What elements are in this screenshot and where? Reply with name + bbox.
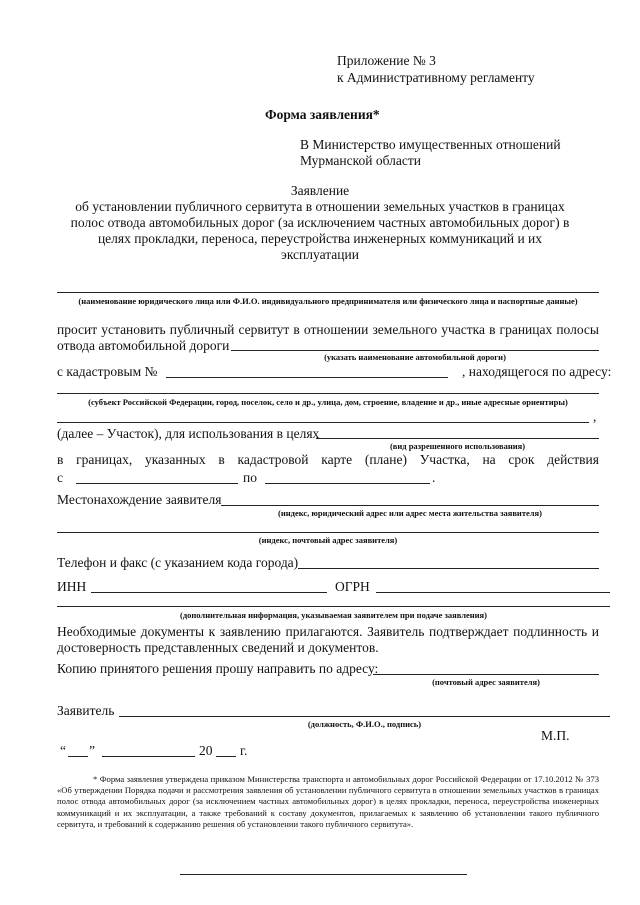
footnote: * Форма заявления утверждена приказом Министерства транспорта и автомобильных дорог Российской Федерации от 17.10.2012 № 373 «Об утверждении Порядка подачи и рассмотрения заявления об установлении публичного сервитута в отношении земельных участков в границах полос отвода автомобильных дорог (за исключением частных автомобильных дорог) в целях прокладки, переноса, переустройства инженерных коммуникаций и их эксплуатации, а также требований к составу документов, прилагаемых к заявлению об установлении такого публичного сервитута, и требований к содержанию решения об установлении такого публичного сервитута». [57, 774, 599, 829]
recipient-ministry: В Министерство имущественных отношений [300, 137, 561, 152]
date-year-prefix: 20 [199, 743, 213, 758]
address-comma: , [593, 409, 597, 424]
additional-info-hint: (дополнительная информация, указываемая заявителем при подаче заявления) [180, 610, 487, 620]
address-line-field[interactable] [57, 393, 599, 394]
located-label: , находящегося по адресу: [462, 364, 612, 379]
address-continuation-field[interactable] [57, 422, 589, 423]
applicant-name-field[interactable] [57, 292, 599, 293]
address-hint: (субъект Российской Федерации, город, поселок, село и др., улица, дом, строение, владение и др., иные адресные ориентиры) [88, 397, 568, 407]
ogrn-label: ОГРН [335, 579, 370, 594]
usage-hint: (вид разрешенного использования) [389, 441, 526, 451]
request-text: просит установить публичный сервитут в отношении земельного участка в границах полосы [57, 322, 599, 337]
boundaries-text: в границах, указанных в кадастровой карте (плане) Участка, на срок действия [57, 452, 599, 467]
cadastral-label: с кадастровым № [57, 364, 158, 379]
inn-label: ИНН [57, 579, 87, 594]
applicant-signature-field[interactable] [119, 716, 610, 717]
copy-address-label: Копию принятого решения прошу направить по адресу: [57, 661, 379, 676]
recipient-region: Мурманской области [300, 153, 421, 168]
road-name-field[interactable] [231, 350, 599, 351]
stamp-label: М.П. [541, 728, 570, 743]
date-month-field[interactable] [102, 756, 195, 757]
date-year-field[interactable] [216, 756, 236, 757]
term-to-label: по [243, 470, 257, 485]
form-title: Форма заявления* [265, 107, 380, 122]
appendix-number: Приложение № 3 [337, 53, 436, 68]
appendix-regulation: к Административному регламенту [337, 70, 535, 85]
date-quote-open: “ [60, 743, 66, 758]
statement-subject-line: целях прокладки, переноса, переустройства инженерных коммуникаций и их [97, 231, 543, 246]
usage-purpose-field[interactable] [316, 438, 599, 439]
date-suffix: г. [240, 743, 248, 758]
statement-subject-line: полос отвода автомобильных дорог (за исключением частных автомобильных дорог) в [70, 215, 570, 230]
road-name-hint: (указать наименование автомобильной дороги) [324, 352, 506, 362]
copy-address-hint: (почтовый адрес заявителя) [432, 677, 540, 687]
documents-statement: Необходимые документы к заявлению прилагаются. Заявитель подтверждает подлинность и [57, 624, 599, 639]
applicant-signature-label: Заявитель [57, 703, 115, 718]
cadastral-number-field[interactable] [166, 377, 448, 378]
documents-statement-cont: достоверность представленных сведений и документов. [57, 640, 379, 655]
statement-subject-line: об установлении публичного сервитута в отношении земельных участков в границах [75, 199, 565, 214]
applicant-location-label: Местонахождение заявителя [57, 492, 222, 507]
inn-field[interactable] [91, 592, 327, 593]
term-from-field[interactable] [76, 483, 238, 484]
statement-heading: Заявление [290, 183, 350, 198]
statement-subject-line: эксплуатации [281, 247, 359, 262]
postal-address-hint: (индекс, почтовый адрес заявителя) [258, 535, 398, 545]
applicant-location-hint: (индекс, юридический адрес или адрес места жительства заявителя) [278, 508, 542, 518]
bottom-divider [180, 874, 467, 875]
postal-address-field[interactable] [57, 532, 599, 533]
phone-label: Телефон и факс (с указанием кода города) [57, 555, 299, 570]
signature-hint: (должность, Ф.И.О., подпись) [307, 719, 422, 729]
date-day-field[interactable] [68, 756, 88, 757]
term-period-end: . [432, 470, 436, 485]
date-quote-close: ” [89, 743, 95, 758]
applicant-name-hint: (наименование юридического лица или Ф.И.О. индивидуального предпринимателя или физического лица и паспортные данные) [78, 296, 578, 306]
ogrn-field[interactable] [376, 592, 610, 593]
phone-field[interactable] [298, 568, 599, 569]
copy-address-field[interactable] [373, 674, 599, 675]
applicant-location-field[interactable] [221, 505, 599, 506]
additional-info-field[interactable] [57, 606, 610, 607]
term-to-field[interactable] [265, 483, 430, 484]
usage-label: (далее – Участок), для использования в целях [57, 426, 320, 441]
request-road-label: отвода автомобильной дороги [57, 338, 230, 353]
term-from-label: с [57, 470, 63, 485]
